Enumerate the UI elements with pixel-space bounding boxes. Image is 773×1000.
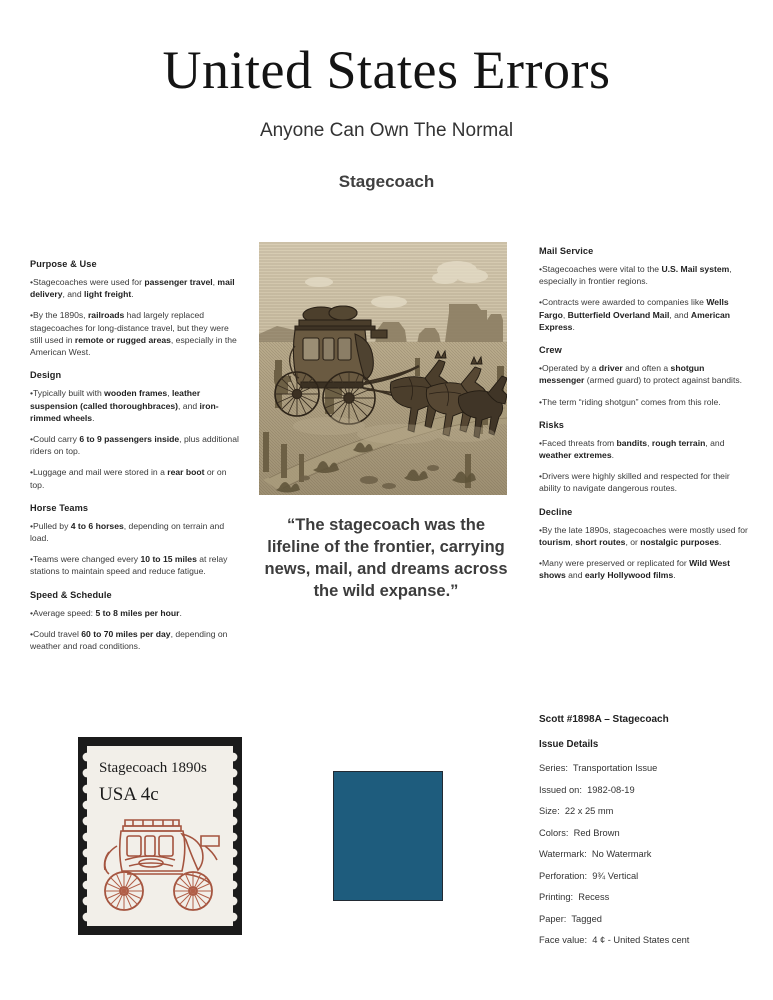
bullet-paragraph: •By the late 1890s, stagecoaches were mostly used for tourism, short routes, or nostalgic purposes.	[539, 524, 748, 547]
section-heading: Mail Service	[539, 246, 594, 256]
issue-detail-key: Issued on:	[539, 784, 582, 795]
section-heading: Horse Teams	[30, 502, 89, 513]
scott-catalog-number: Scott #1898A – Stagecoach	[539, 714, 669, 725]
issue-detail-value: Red Brown	[568, 827, 620, 838]
section-heading: Risks	[539, 419, 565, 430]
issue-detail-value: No Watermark	[586, 849, 652, 859]
issue-detail-key: Series:	[539, 763, 568, 773]
issue-detail-row	[539, 785, 759, 795]
bullet-paragraph: •Could carry 6 to 9 passengers inside, plus additional riders on top.	[30, 433, 239, 457]
stagecoach-illustration	[259, 242, 507, 495]
issue-detail-key: Printing:	[539, 892, 574, 902]
bullet-paragraph: •Many were preserved or replicated for Wild West shows and early Hollywood films.	[539, 558, 730, 581]
bullet-paragraph: •The term “riding shotgun” comes from this role.	[539, 396, 721, 407]
issue-detail-key: Size:	[539, 806, 560, 816]
page-section-title: Stagecoach	[338, 172, 435, 191]
stamp-title-text: Stagecoach 1890s	[99, 760, 207, 776]
stamp-coach-engraving	[89, 808, 231, 914]
issue-detail-row	[539, 914, 759, 924]
issue-details-heading: Issue Details	[539, 739, 599, 750]
section-heading: Crew	[539, 345, 562, 356]
left-info-column	[30, 258, 242, 661]
bullet-paragraph: •Operated by a driver and often a shotgun messenger (armed guard) to protect against bandits.	[539, 363, 743, 386]
section-heading: Design	[30, 370, 62, 381]
issue-details-rows	[539, 763, 759, 945]
issue-detail-value: 9¾ Vertical	[587, 870, 639, 881]
bullet-paragraph: •Luggage and mail were stored in a rear boot or on top.	[30, 467, 227, 490]
bullet-paragraph: •Faced threats from bandits, rough terrain, and weather extremes.	[539, 437, 725, 461]
issue-detail-value: Recess	[573, 892, 610, 902]
issue-detail-value: Tagged	[566, 913, 602, 924]
issue-detail-key: Colors:	[539, 827, 569, 838]
bullet-paragraph: •Stagecoaches were vital to the U.S. Mail system, especially in frontier regions.	[539, 264, 732, 287]
issue-details-panel	[539, 714, 759, 957]
section-heading: Purpose & Use	[30, 259, 97, 269]
issue-detail-row	[539, 849, 759, 859]
bullet-paragraph: •By the 1890s, railroads had largely replaced stagecoaches for long-distance travel, but they were still used in remote or rugged areas, especially in the American West.	[30, 310, 237, 358]
stamp-face	[87, 746, 233, 926]
bullet-paragraph: •Stagecoaches were used for passenger travel, mail delivery, and light freight.	[30, 277, 235, 300]
bullet-paragraph: •Typically built with wooden frames, leather suspension (called thoroughbraces), and iron-rimmed wheels.	[30, 388, 219, 423]
pull-quote: “The stagecoach was the lifeline of the frontier, carrying news, mail, and dreams across the wild expanse.”	[264, 516, 508, 600]
bullet-paragraph: •Teams were changed every 10 to 15 miles at relay stations to maintain speed and reduce fatigue.	[30, 554, 228, 577]
bullet-paragraph: •Pulled by 4 to 6 horses, depending on terrain and load.	[30, 520, 225, 544]
issue-detail-value: 22 x 25 mm	[559, 806, 614, 816]
bullet-paragraph: •Drivers were highly skilled and respected for their ability to navigate dangerous routes.	[539, 471, 730, 494]
issue-detail-row	[539, 763, 759, 773]
issue-detail-row	[539, 892, 759, 902]
issue-detail-row	[539, 871, 759, 881]
issue-detail-key: Paper:	[539, 913, 567, 924]
issue-detail-row	[539, 935, 759, 945]
bullet-paragraph: •Contracts were awarded to companies like Wells Fargo, Butterfield Overland Mail, and American Express.	[539, 297, 731, 332]
right-info-column	[539, 245, 751, 591]
bullet-paragraph: •Average speed: 5 to 8 miles per hour.	[30, 607, 182, 618]
issue-detail-row	[539, 828, 759, 838]
page-title: United States Errors	[162, 40, 611, 100]
issue-detail-row	[539, 806, 759, 816]
issue-detail-key: Perforation:	[539, 870, 588, 881]
page-subtitle: Anyone Can Own The Normal	[259, 120, 514, 141]
issue-detail-value: 1982-08-19	[581, 784, 635, 795]
issue-detail-key: Watermark:	[539, 849, 587, 859]
section-heading: Speed & Schedule	[30, 589, 112, 600]
stamp-denomination-text: USA 4c	[99, 784, 159, 805]
stamp-color-swatch	[333, 771, 443, 901]
stamp-image	[78, 737, 242, 935]
issue-detail-value: Transportation Issue	[567, 763, 658, 773]
bullet-paragraph: •Could travel 60 to 70 miles per day, depending on weather and road conditions.	[30, 628, 228, 652]
issue-detail-key: Face value:	[539, 935, 588, 945]
section-heading: Decline	[539, 506, 573, 517]
issue-detail-value: 4 ¢ - United States cent	[587, 935, 690, 945]
